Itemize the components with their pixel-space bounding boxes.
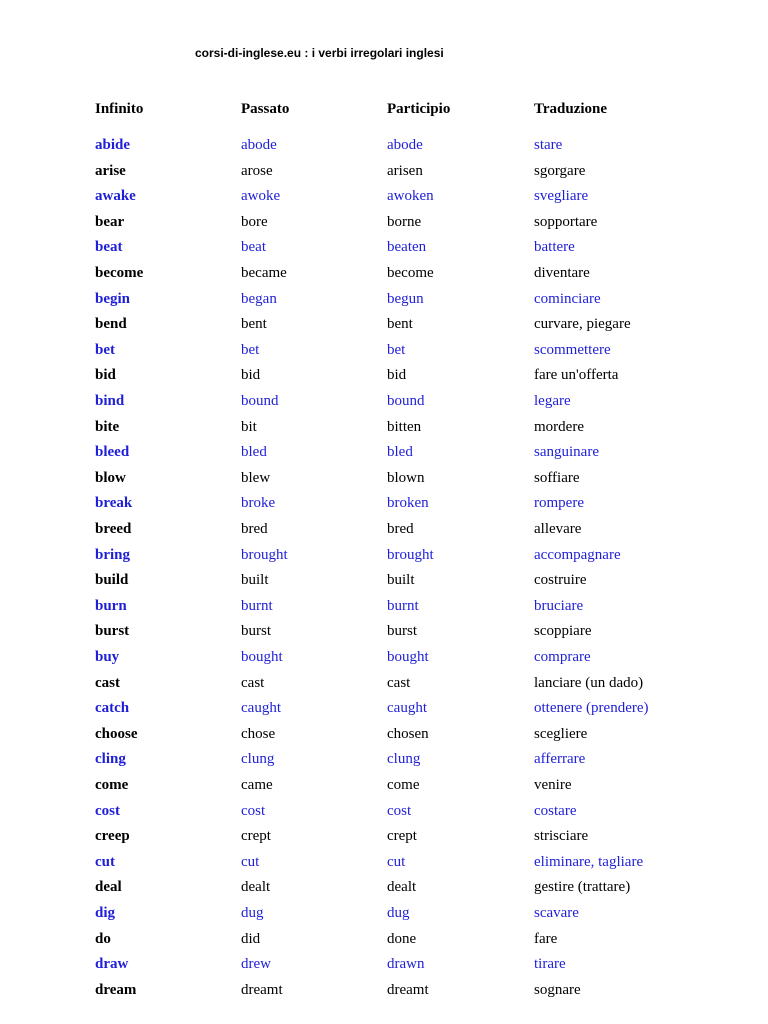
cell-traduzione: tirare — [534, 956, 566, 973]
cell-traduzione: sanguinare — [534, 444, 599, 461]
cell-passato: bent — [241, 316, 267, 333]
table-row — [0, 519, 768, 539]
cell-infinito: choose — [95, 725, 138, 742]
table-row — [0, 212, 768, 232]
cell-infinito: blow — [95, 469, 126, 486]
cell-participio: bent — [387, 316, 413, 333]
cell-participio: beaten — [387, 239, 427, 256]
cell-infinito: burst — [95, 623, 130, 640]
column-header-passato: Passato — [241, 101, 290, 117]
cell-infinito: arise — [95, 162, 126, 179]
cell-traduzione: stare — [534, 137, 563, 153]
table-row — [0, 954, 768, 974]
cell-participio: bought — [387, 649, 429, 665]
cell-passato: abode — [241, 137, 277, 153]
cell-participio: dealt — [387, 879, 417, 896]
cell-infinito: bite — [95, 418, 120, 435]
cell-passato: brought — [241, 546, 288, 563]
cell-infinito: deal — [95, 879, 122, 896]
table-row — [0, 417, 768, 437]
table-row — [0, 493, 768, 513]
cell-passato: burnt — [241, 597, 273, 614]
cell-traduzione: scavare — [534, 905, 579, 921]
cell-passato: burst — [241, 623, 271, 640]
cell-participio: blown — [387, 469, 425, 486]
cell-traduzione: sognare — [534, 981, 581, 998]
cell-traduzione: sopportare — [534, 213, 598, 230]
table-row — [0, 698, 768, 718]
cell-traduzione: gestire (trattare) — [534, 879, 631, 896]
column-header-participio: Participio — [387, 101, 451, 117]
cell-traduzione: afferrare — [534, 751, 586, 768]
cell-passato: bit — [241, 418, 257, 435]
table-row — [0, 877, 768, 897]
cell-traduzione: ottenere (prendere) — [534, 700, 649, 717]
cell-passato: began — [241, 290, 277, 307]
cell-passato: clung — [241, 751, 275, 768]
table-row — [0, 929, 768, 949]
table-row — [0, 365, 768, 385]
cell-passato: bet — [241, 341, 260, 358]
cell-passato: cost — [241, 802, 266, 819]
cell-infinito: breed — [95, 521, 132, 537]
table-row — [0, 903, 768, 923]
cell-passato: blew — [241, 469, 271, 486]
cell-passato: bought — [241, 649, 283, 665]
cell-participio: dreamt — [387, 981, 429, 998]
cell-infinito: bleed — [95, 444, 130, 461]
cell-passato: drew — [241, 956, 271, 973]
table-row — [0, 621, 768, 641]
cell-participio: bitten — [387, 418, 422, 435]
cell-traduzione: sgorgare — [534, 162, 586, 179]
table-row — [0, 186, 768, 206]
table-row — [0, 161, 768, 181]
column-header-traduzione: Traduzione — [534, 101, 608, 117]
cell-participio: abode — [387, 137, 423, 153]
cell-participio: awoken — [387, 188, 434, 205]
cell-traduzione: scegliere — [534, 725, 588, 742]
cell-traduzione: svegliare — [534, 188, 589, 205]
table-row — [0, 263, 768, 283]
table-header-row — [0, 99, 768, 119]
cell-passato: crept — [241, 828, 271, 845]
cell-traduzione: rompere — [534, 495, 584, 512]
cell-participio: bid — [387, 367, 407, 384]
table-row — [0, 801, 768, 821]
cell-traduzione: strisciare — [534, 828, 589, 845]
cell-passato: bled — [241, 444, 267, 461]
column-header-infinito: Infinito — [95, 101, 144, 117]
cell-infinito: dig — [95, 905, 116, 921]
cell-passato: became — [241, 265, 287, 281]
cell-traduzione: battere — [534, 239, 575, 256]
table-row — [0, 852, 768, 872]
cell-participio: cast — [387, 674, 411, 691]
cell-passato: dealt — [241, 879, 271, 896]
table-row — [0, 673, 768, 693]
cell-participio: broken — [387, 495, 429, 512]
cell-participio: brought — [387, 546, 434, 563]
table-row — [0, 314, 768, 334]
cell-participio: burnt — [387, 597, 419, 614]
cell-participio: arisen — [387, 162, 423, 179]
cell-traduzione: scoppiare — [534, 623, 592, 640]
cell-participio: bound — [387, 393, 425, 409]
cell-passato: caught — [241, 700, 281, 717]
cell-passato: did — [241, 930, 261, 947]
table-row — [0, 391, 768, 411]
cell-passato: dreamt — [241, 981, 283, 998]
cell-participio: clung — [387, 751, 421, 768]
cell-infinito: buy — [95, 649, 120, 665]
cell-infinito: bind — [95, 393, 125, 409]
cell-traduzione: eliminare, tagliare — [534, 853, 644, 870]
cell-traduzione: accompagnare — [534, 546, 621, 563]
table-row — [0, 237, 768, 257]
table-row — [0, 775, 768, 795]
cell-infinito: bid — [95, 367, 116, 384]
cell-infinito: bet — [95, 341, 115, 358]
cell-traduzione: curvare, piegare — [534, 316, 631, 333]
cell-traduzione: lanciare (un dado) — [534, 674, 644, 691]
cell-participio: burst — [387, 623, 417, 640]
cell-participio: built — [387, 572, 415, 589]
table-row — [0, 724, 768, 744]
table-row — [0, 468, 768, 488]
table-row — [0, 570, 768, 590]
cell-traduzione: costare — [534, 802, 577, 819]
cell-passato: chose — [241, 725, 276, 742]
cell-traduzione: costruire — [534, 572, 587, 589]
cell-infinito: cast — [95, 674, 120, 691]
cell-infinito: awake — [95, 188, 136, 205]
cell-infinito: creep — [95, 828, 130, 845]
cell-infinito: do — [95, 930, 111, 947]
cell-participio: bet — [387, 341, 406, 358]
cell-participio: bled — [387, 444, 413, 461]
cell-participio: dug — [387, 905, 410, 921]
table-row — [0, 826, 768, 846]
cell-infinito: build — [95, 572, 129, 589]
cell-infinito: begin — [95, 290, 131, 307]
cell-passato: dug — [241, 905, 264, 921]
cell-infinito: dream — [95, 981, 137, 998]
cell-infinito: beat — [95, 239, 123, 256]
table-row — [0, 980, 768, 1000]
table-row — [0, 749, 768, 769]
table-row — [0, 545, 768, 565]
cell-participio: drawn — [387, 956, 425, 973]
page-title: corsi-di-inglese.eu : i verbi irregolari inglesi — [195, 46, 444, 60]
cell-traduzione: mordere — [534, 418, 584, 435]
cell-traduzione: bruciare — [534, 597, 584, 614]
table-row — [0, 289, 768, 309]
cell-infinito: become — [95, 265, 144, 281]
table-row — [0, 647, 768, 667]
table-row — [0, 596, 768, 616]
table-row — [0, 442, 768, 462]
cell-traduzione: soffiare — [534, 469, 580, 486]
cell-traduzione: fare — [534, 930, 558, 947]
cell-passato: awoke — [241, 188, 281, 205]
cell-participio: crept — [387, 828, 417, 845]
cell-passato: arose — [241, 162, 273, 179]
cell-infinito: abide — [95, 137, 131, 153]
cell-infinito: come — [95, 777, 129, 793]
cell-infinito: break — [95, 495, 133, 512]
cell-traduzione: comprare — [534, 649, 591, 665]
cell-traduzione: allevare — [534, 521, 582, 537]
cell-passato: bred — [241, 521, 268, 537]
cell-infinito: cling — [95, 751, 126, 768]
table-row — [0, 340, 768, 360]
cell-participio: cut — [387, 853, 406, 870]
cell-traduzione: scommettere — [534, 341, 611, 358]
cell-infinito: cut — [95, 853, 115, 870]
cell-participio: chosen — [387, 725, 429, 742]
cell-infinito: bring — [95, 546, 131, 563]
cell-infinito: cost — [95, 802, 120, 819]
cell-participio: bred — [387, 521, 414, 537]
cell-participio: done — [387, 930, 417, 947]
cell-infinito: burn — [95, 597, 127, 614]
cell-participio: caught — [387, 700, 427, 717]
table-row — [0, 135, 768, 155]
cell-passato: bound — [241, 393, 279, 409]
cell-passato: beat — [241, 239, 266, 256]
cell-participio: come — [387, 777, 420, 793]
cell-passato: bore — [241, 213, 268, 230]
cell-traduzione: fare un'offerta — [534, 367, 619, 384]
cell-participio: begun — [387, 290, 424, 307]
cell-participio: become — [387, 265, 434, 281]
cell-infinito: draw — [95, 956, 129, 973]
cell-participio: borne — [387, 213, 422, 230]
cell-passato: broke — [241, 495, 276, 512]
cell-passato: built — [241, 572, 269, 589]
cell-passato: came — [241, 777, 273, 793]
cell-infinito: bear — [95, 213, 125, 230]
cell-passato: cut — [241, 853, 260, 870]
cell-passato: bid — [241, 367, 261, 384]
cell-infinito: bend — [95, 316, 127, 333]
cell-participio: cost — [387, 802, 412, 819]
cell-passato: cast — [241, 674, 265, 691]
cell-traduzione: diventare — [534, 265, 590, 281]
cell-traduzione: legare — [534, 393, 571, 409]
cell-traduzione: venire — [534, 777, 572, 793]
cell-traduzione: cominciare — [534, 290, 601, 307]
cell-infinito: catch — [95, 700, 130, 717]
